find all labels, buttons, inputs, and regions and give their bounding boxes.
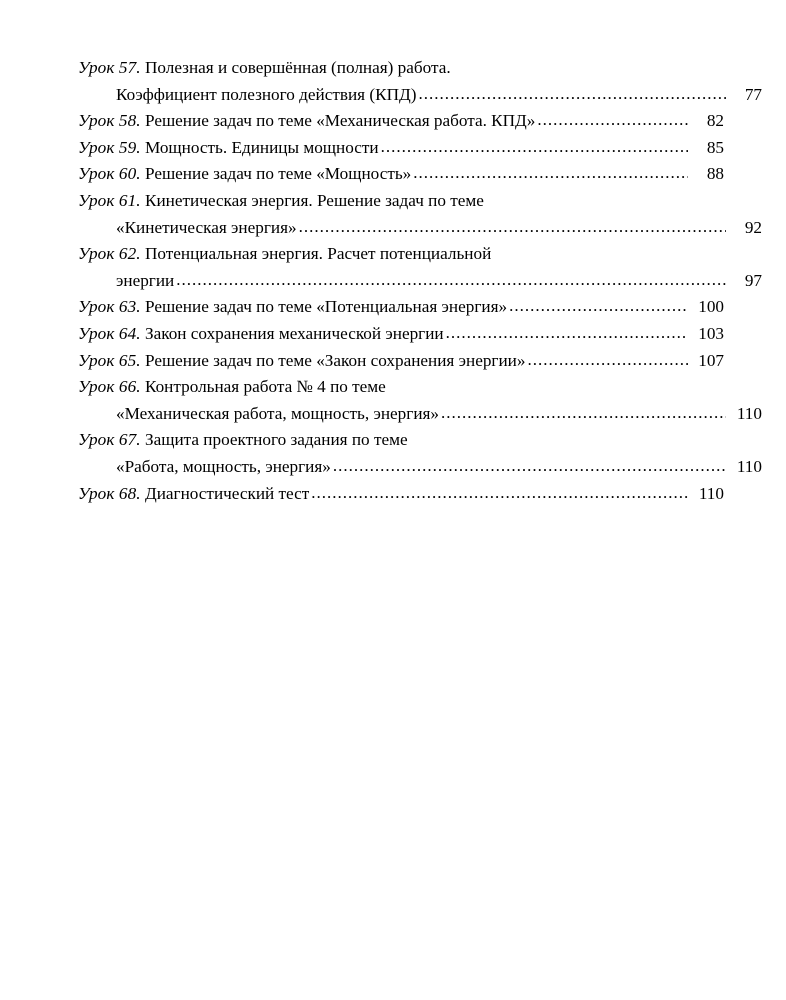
toc-leader-dots [509, 293, 688, 320]
toc-leader-dots [446, 320, 688, 347]
toc-line [78, 427, 724, 454]
toc-entry-label: Урок 58. [78, 111, 141, 131]
toc-page-number: 107 [698, 350, 724, 370]
toc-leader-dots [311, 480, 688, 507]
toc-entry-lines [78, 374, 762, 427]
toc-entry-lines [78, 55, 762, 108]
toc-entry-title: Мощность. Единицы мощности [144, 137, 379, 157]
toc-line [78, 268, 762, 295]
toc-line [78, 55, 724, 82]
toc-entry-title: Защита проектного задания по теме [144, 430, 408, 450]
toc-entry-title: Кинетическая энергия. Решение задач по теме [144, 190, 484, 210]
toc-entry-label: Урок 67. [78, 430, 141, 450]
toc-leader-dots [527, 347, 688, 374]
toc-entry-title: Полезная и совершённая (полная) работа. [144, 58, 451, 77]
toc-entry-label: Урок 65. [78, 350, 141, 370]
toc-entry-title: «Кинетическая энергия» [116, 217, 297, 237]
toc-entry-title: Решение задач по теме «Закон сохранения энергии» [144, 350, 526, 370]
toc-entry-label: Урок 60. [78, 164, 141, 184]
toc-entry-lines [78, 294, 724, 321]
toc-entry-lines [78, 321, 724, 348]
toc-line [78, 241, 724, 268]
toc-page-number: 92 [744, 217, 762, 237]
toc-line [78, 82, 762, 109]
toc-entry-title: энергии [116, 270, 175, 290]
toc-leader-dots [418, 81, 726, 108]
toc-entry[interactable] [78, 294, 724, 321]
toc-leader-dots [413, 160, 688, 187]
toc-page-number: 97 [744, 270, 762, 290]
toc-line [78, 188, 724, 215]
toc-entry-title: Диагностический тест [144, 483, 310, 503]
toc-line [78, 481, 724, 508]
toc-page-number: 110 [736, 456, 762, 476]
toc-entry-title: «Работа, мощность, энергия» [116, 456, 331, 476]
toc-entry-title: Коэффициент полезного действия (КПД) [116, 84, 417, 104]
toc-line [78, 135, 724, 162]
toc-entry-title: Контрольная работа № 4 по теме [144, 377, 386, 397]
toc-entry[interactable] [78, 241, 762, 294]
toc-entry-lines [78, 161, 724, 188]
toc-entry[interactable] [78, 161, 724, 188]
toc-line [78, 374, 724, 401]
toc-page-number: 110 [698, 483, 724, 503]
toc-leader-dots [381, 134, 688, 161]
toc-line [78, 215, 762, 242]
toc-entry[interactable] [78, 108, 724, 135]
toc-page-number: 100 [698, 297, 724, 317]
toc-entry-lines [78, 427, 762, 480]
toc-leader-dots [441, 400, 726, 427]
toc-page-number: 85 [706, 137, 724, 157]
toc-page-number: 103 [698, 323, 724, 343]
toc-entry-title: Закон сохранения механической энергии [144, 323, 444, 343]
toc-line [78, 108, 724, 135]
toc-entry-label: Урок 64. [78, 323, 141, 343]
toc-page-number: 88 [706, 164, 724, 184]
toc-entry-title: «Механическая работа, мощность, энергия» [116, 403, 440, 423]
toc-leader-dots [537, 107, 688, 134]
toc-entry-label: Урок 61. [78, 190, 141, 210]
toc-line [78, 161, 724, 188]
toc-entry-label: Урок 63. [78, 297, 141, 317]
toc-line [78, 321, 724, 348]
toc-entry-label: Урок 68. [78, 483, 141, 503]
toc-entry-label: Урок 57. [78, 58, 141, 77]
toc-entry-lines [78, 135, 724, 162]
toc-entry[interactable] [78, 374, 762, 427]
toc-entry-title: Решение задач по теме «Мощность» [144, 164, 412, 184]
toc-line [78, 401, 762, 428]
toc-page-number: 82 [706, 111, 724, 131]
toc-leader-dots [333, 453, 726, 480]
toc-entry[interactable] [78, 348, 724, 375]
toc-entry-label: Урок 66. [78, 377, 141, 397]
toc-entry-lines [78, 108, 724, 135]
toc-entry[interactable] [78, 188, 762, 241]
toc-line [78, 454, 762, 481]
toc-entry-title: Решение задач по теме «Механическая работа. КПД» [144, 111, 536, 131]
toc-page-number: 77 [744, 84, 762, 104]
toc-leader-dots [299, 214, 726, 241]
toc-entry-title: Потенциальная энергия. Расчет потенциальной [144, 244, 492, 264]
toc-leader-dots [176, 267, 726, 294]
toc-page-number: 110 [736, 403, 762, 423]
toc-entry-lines [78, 481, 724, 508]
toc-entry[interactable] [78, 135, 724, 162]
toc-entry[interactable] [78, 321, 724, 348]
toc-entry-lines [78, 188, 762, 241]
toc-entry-label: Урок 62. [78, 244, 141, 264]
toc-line [78, 294, 724, 321]
toc-entry[interactable] [78, 427, 762, 480]
toc-line [78, 348, 724, 375]
toc-entry-label: Урок 59. [78, 137, 141, 157]
toc-entry[interactable] [78, 481, 724, 508]
toc-entry[interactable] [78, 55, 762, 108]
toc-entry-lines [78, 241, 762, 294]
toc-entry-lines [78, 348, 724, 375]
table-of-contents [78, 55, 762, 507]
toc-entry-title: Решение задач по теме «Потенциальная энергия» [144, 297, 508, 317]
